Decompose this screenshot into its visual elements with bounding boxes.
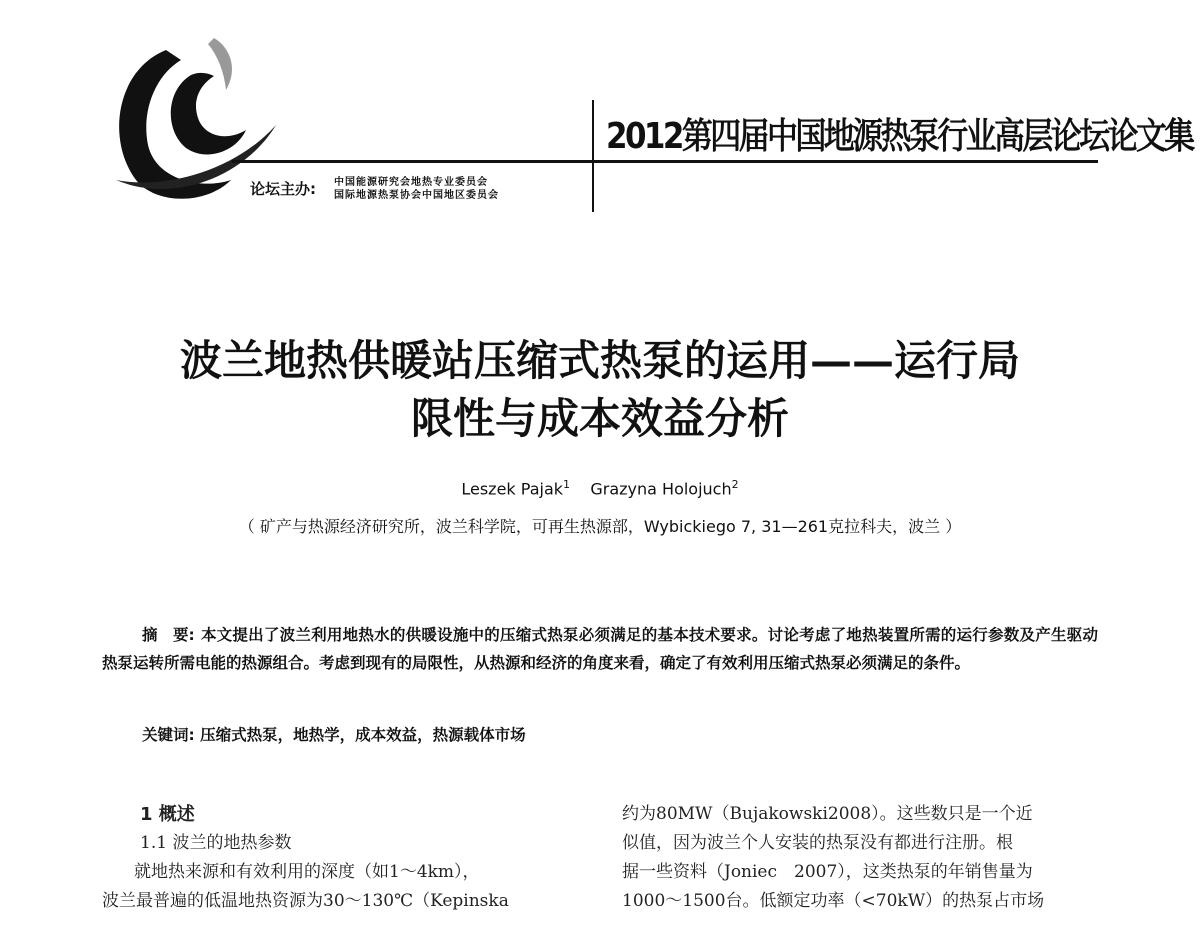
paper-title-line-2: 限性与成本效益分析 <box>410 394 789 443</box>
author-2-affil-mark: 2 <box>731 478 739 491</box>
subsection-heading: 1.1 波兰的地热参数 <box>140 833 292 853</box>
keywords-text: 压缩式热泵，地热学，成本效益，热源载体市场 <box>200 726 526 744</box>
abstract-text: 本文提出了波兰利用地热水的供暖设施中的压缩式热泵必须满足的基本技术要求。讨论考虑了地热装置所需的运行参数及产生驱动热泵运转所需电能的热源组合。考虑到现有的局限性，从热源和经济的角度来看，确定了有效利用压缩式热泵必须满足的条件。 <box>102 626 1098 672</box>
author-1-affil-mark: 1 <box>563 478 571 491</box>
affiliation: （ 矿产与热源经济研究所，波兰科学院，可再生热源部，Wybickiego 7, 31—261克拉科夫，波兰 ） <box>238 517 962 536</box>
paragraph-line: 约为80MW（Bujakowski2008）。这些数只是一个近 <box>622 804 1033 824</box>
host-organizations <box>334 176 499 202</box>
paragraph-line: 1000～1500台。低额定功率（<70kW）的热泵占市场 <box>622 891 1045 911</box>
proceedings-title: 2012第四届中国地源热泵行业高层论坛论文集 <box>606 116 1193 157</box>
keywords-label: 关键词: <box>142 726 195 744</box>
section-heading: 1 概述 <box>140 804 195 825</box>
header-rule <box>232 160 1098 163</box>
body-right-column <box>622 800 1102 916</box>
paper-title-line-1: 波兰地热供暖站压缩式热泵的运用——运行局 <box>179 336 1020 385</box>
header-divider <box>592 100 594 212</box>
paragraph-line: 据一些资料（Joniec 2007），这类热泵的年销售量为 <box>622 862 1033 882</box>
paragraph-line: 波兰最普遍的低温地热资源为30～130℃（Kepinska <box>102 891 509 911</box>
logo-swirl-inner <box>171 73 246 155</box>
logo-speckle <box>208 38 232 90</box>
authors <box>0 478 1200 498</box>
author-2: Grazyna Holojuch <box>590 479 732 499</box>
host-label: 论坛主办: <box>250 180 316 198</box>
host-org-2: 国际地源热泵协会中国地区委员会 <box>334 190 499 201</box>
author-1: Leszek Pajak <box>461 479 564 499</box>
keywords <box>142 723 526 745</box>
abstract <box>102 621 1098 677</box>
paragraph-line: 似值，因为波兰个人安装的热泵没有都进行注册。根 <box>622 833 1013 853</box>
paper-title <box>120 332 1080 448</box>
body-left-column <box>102 800 592 916</box>
paragraph-line: 就地热来源和有效利用的深度（如1～4km）， <box>134 862 480 882</box>
host-org-1: 中国能源研究会地热专业委员会 <box>334 177 488 188</box>
abstract-label: 摘 要: <box>142 626 195 644</box>
